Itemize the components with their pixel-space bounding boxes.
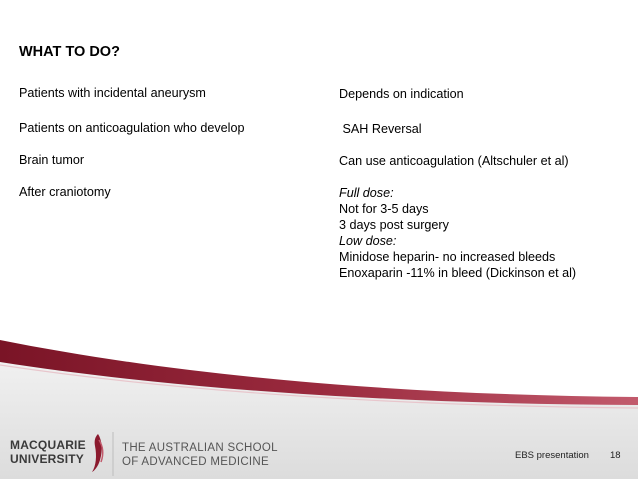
school-name [122,441,278,469]
detail-full-dose-heading: Full dose: [339,186,394,200]
row-value-aneurysm: Depends on indication [339,87,464,101]
page-number: 18 [610,450,621,461]
detail-enoxaparin: Enoxaparin -11% in bleed (Dickinson et al) [339,266,577,280]
detail-not-for-days: Not for 3-5 days [339,202,429,216]
row-label-aneurysm: Patients with incidental aneurysm [19,86,206,100]
detail-low-dose-heading: Low dose: [339,234,397,248]
row-label-brain-tumor: Brain tumor [19,153,85,167]
lighthouse-emblem-icon [88,432,108,474]
macquarie-university-logo [10,438,86,466]
presentation-label: EBS presentation [515,450,589,461]
row-value-anticoagulation: SAH Reversal [339,122,422,136]
slide-title: WHAT TO DO? [19,44,120,60]
row-label-anticoagulation: Patients on anticoagulation who develop [19,121,245,135]
detail-minidose-heparin: Minidose heparin- no increased bleeds [339,250,556,264]
row-value-brain-tumor: Can use anticoagulation (Altschuler et al) [339,154,569,168]
school-line-1: THE AUSTRALIAN SCHOOL [122,442,278,454]
logo-line-2: UNIVERSITY [10,452,85,466]
row-label-craniotomy: After craniotomy [19,185,111,199]
detail-post-surgery: 3 days post surgery [339,218,449,232]
school-line-2: OF ADVANCED MEDICINE [122,456,269,468]
logo-line-1: MACQUARIE [10,438,86,452]
